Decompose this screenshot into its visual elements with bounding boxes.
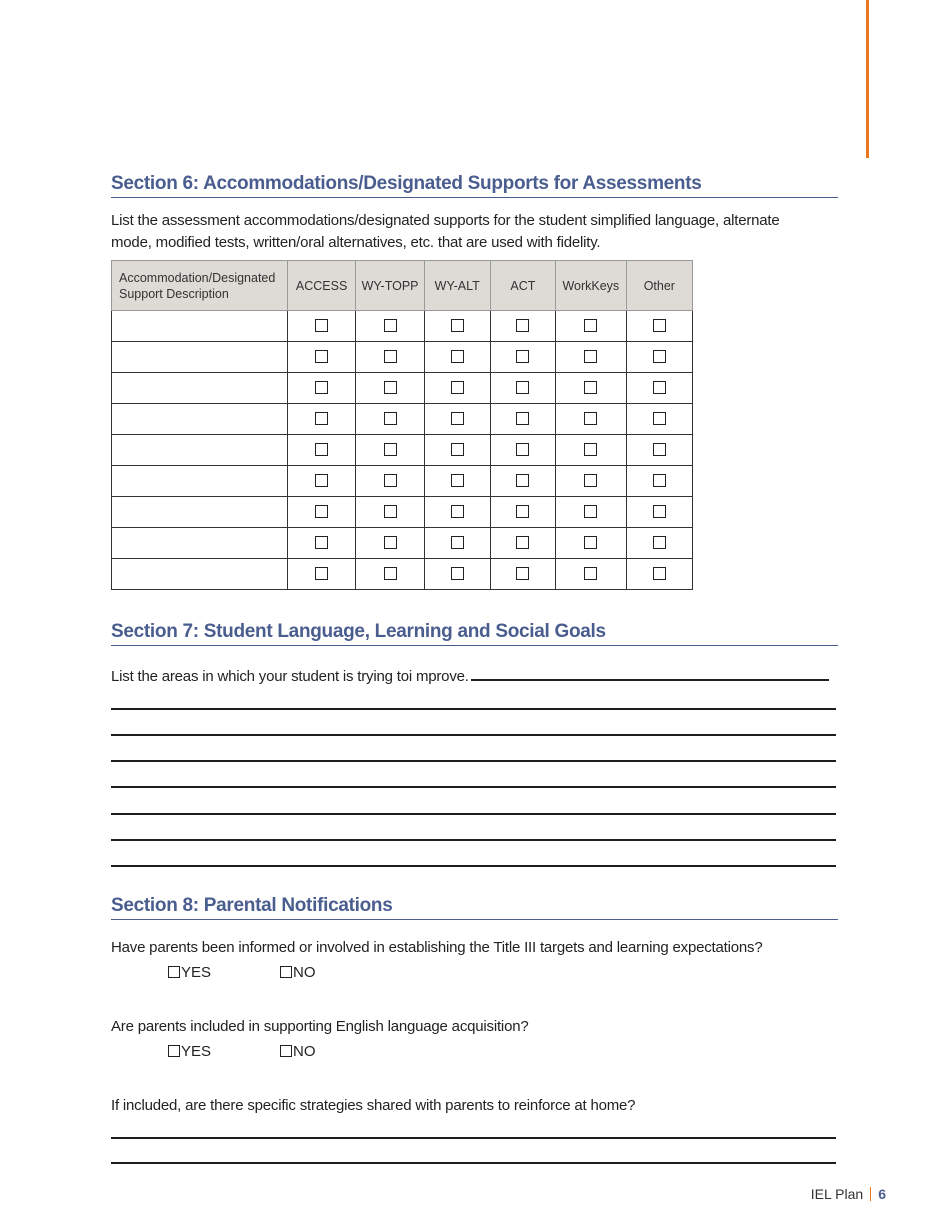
access-checkbox[interactable] <box>315 381 328 394</box>
wy-topp-checkbox[interactable] <box>384 381 397 394</box>
other-checkbox[interactable] <box>653 474 666 487</box>
table-row <box>112 497 693 528</box>
wy-alt-checkbox[interactable] <box>451 319 464 332</box>
act-cell <box>490 311 555 342</box>
wy-topp-checkbox[interactable] <box>384 319 397 332</box>
q1-no-option[interactable] <box>280 964 316 981</box>
wy-alt-checkbox[interactable] <box>451 474 464 487</box>
header-description: Accommodation/Designated Support Description <box>112 261 288 311</box>
workkeys-checkbox[interactable] <box>584 350 597 363</box>
section-7-title: Section 7: Student Language, Learning and Social Goals <box>111 621 838 646</box>
wy-alt-checkbox[interactable] <box>451 505 464 518</box>
access-cell <box>287 373 356 404</box>
wy-alt-checkbox[interactable] <box>451 350 464 363</box>
table-row <box>112 466 693 497</box>
act-checkbox[interactable] <box>516 505 529 518</box>
wy-topp-cell <box>356 466 424 497</box>
table-row <box>112 373 693 404</box>
accommodations-table <box>111 260 693 590</box>
wy-topp-cell <box>356 404 424 435</box>
footer-page-number: 6 <box>878 1186 886 1202</box>
page-footer <box>811 1186 886 1202</box>
act-checkbox[interactable] <box>516 443 529 456</box>
q1-yes-label: YES <box>181 964 212 981</box>
header-workkeys: WorkKeys <box>555 261 626 311</box>
section-7-prompt-line <box>111 665 829 688</box>
wy-topp-checkbox[interactable] <box>384 350 397 363</box>
q1-yes-checkbox[interactable] <box>168 966 180 978</box>
access-cell <box>287 559 356 590</box>
description-cell[interactable] <box>112 404 288 435</box>
act-cell <box>490 528 555 559</box>
workkeys-checkbox[interactable] <box>584 412 597 425</box>
act-cell <box>490 435 555 466</box>
q2-no-option[interactable] <box>280 1043 316 1060</box>
wy-alt-cell <box>424 342 490 373</box>
wy-topp-checkbox[interactable] <box>384 536 397 549</box>
act-cell <box>490 373 555 404</box>
access-checkbox[interactable] <box>315 319 328 332</box>
description-cell[interactable] <box>112 559 288 590</box>
strategy-answer-line-1[interactable] <box>111 1137 836 1139</box>
wy-topp-checkbox[interactable] <box>384 443 397 456</box>
other-checkbox[interactable] <box>653 567 666 580</box>
wy-alt-cell <box>424 373 490 404</box>
q1-yes-option[interactable] <box>168 964 211 981</box>
wy-alt-cell <box>424 559 490 590</box>
q2-yes-label: YES <box>181 1043 212 1060</box>
workkeys-cell <box>555 311 626 342</box>
workkeys-checkbox[interactable] <box>584 505 597 518</box>
q2-yes-checkbox[interactable] <box>168 1045 180 1057</box>
table-row <box>112 342 693 373</box>
workkeys-cell <box>555 497 626 528</box>
act-checkbox[interactable] <box>516 474 529 487</box>
access-checkbox[interactable] <box>315 536 328 549</box>
wy-topp-cell <box>356 497 424 528</box>
wy-alt-cell <box>424 466 490 497</box>
table-row <box>112 404 693 435</box>
wy-alt-cell <box>424 435 490 466</box>
table-row <box>112 559 693 590</box>
description-cell[interactable] <box>112 466 288 497</box>
access-cell <box>287 528 356 559</box>
header-act: ACT <box>490 261 555 311</box>
wy-topp-checkbox[interactable] <box>384 412 397 425</box>
other-cell <box>626 342 692 373</box>
access-checkbox[interactable] <box>315 505 328 518</box>
q1-no-label: NO <box>293 964 316 981</box>
goal-answer-line-3[interactable] <box>111 760 836 762</box>
goal-answer-line-4[interactable] <box>111 786 836 788</box>
workkeys-cell <box>555 373 626 404</box>
table-row <box>112 528 693 559</box>
act-checkbox[interactable] <box>516 536 529 549</box>
wy-topp-checkbox[interactable] <box>384 474 397 487</box>
header-access: ACCESS <box>287 261 356 311</box>
other-cell <box>626 497 692 528</box>
goal-answer-line-1[interactable] <box>111 708 836 710</box>
access-cell <box>287 311 356 342</box>
description-cell[interactable] <box>112 435 288 466</box>
other-checkbox[interactable] <box>653 319 666 332</box>
act-cell <box>490 404 555 435</box>
act-checkbox[interactable] <box>516 381 529 394</box>
workkeys-checkbox[interactable] <box>584 536 597 549</box>
table-body <box>112 311 693 590</box>
wy-alt-checkbox[interactable] <box>451 443 464 456</box>
workkeys-cell <box>555 528 626 559</box>
other-checkbox[interactable] <box>653 536 666 549</box>
table-row <box>112 435 693 466</box>
other-cell <box>626 373 692 404</box>
accent-bar <box>866 0 869 158</box>
header-other: Other <box>626 261 692 311</box>
section-8-title: Section 8: Parental Notifications <box>111 895 838 920</box>
access-checkbox[interactable] <box>315 474 328 487</box>
workkeys-cell <box>555 404 626 435</box>
wy-topp-cell <box>356 342 424 373</box>
table-row <box>112 311 693 342</box>
wy-topp-cell <box>356 435 424 466</box>
question-2: Are parents included in supporting English language acquisition? <box>111 1018 529 1035</box>
other-cell <box>626 435 692 466</box>
other-checkbox[interactable] <box>653 505 666 518</box>
workkeys-cell <box>555 466 626 497</box>
workkeys-cell <box>555 342 626 373</box>
access-cell <box>287 497 356 528</box>
wy-alt-checkbox[interactable] <box>451 536 464 549</box>
q2-no-label: NO <box>293 1043 316 1060</box>
workkeys-cell <box>555 435 626 466</box>
wy-topp-checkbox[interactable] <box>384 505 397 518</box>
workkeys-checkbox[interactable] <box>584 319 597 332</box>
header-wy-topp: WY-TOPP <box>356 261 424 311</box>
q2-yes-option[interactable] <box>168 1043 211 1060</box>
act-cell <box>490 342 555 373</box>
wy-topp-checkbox[interactable] <box>384 567 397 580</box>
q1-no-checkbox[interactable] <box>280 966 292 978</box>
wy-topp-cell <box>356 373 424 404</box>
section-7-prompt: List the areas in which your student is trying toi mprove. <box>111 668 469 685</box>
other-cell <box>626 559 692 590</box>
act-cell <box>490 497 555 528</box>
access-cell <box>287 435 356 466</box>
other-cell <box>626 466 692 497</box>
goal-answer-line-6[interactable] <box>111 839 836 841</box>
workkeys-checkbox[interactable] <box>584 381 597 394</box>
workkeys-checkbox[interactable] <box>584 567 597 580</box>
wy-alt-checkbox[interactable] <box>451 567 464 580</box>
table-header-row <box>112 261 693 311</box>
question-1: Have parents been informed or involved in establishing the Title III targets and learning expectations? <box>111 939 763 956</box>
section-6-title: Section 6: Accommodations/Designated Supports for Assessments <box>111 173 838 198</box>
access-cell <box>287 342 356 373</box>
goal-answer-line-0[interactable] <box>471 665 829 681</box>
wy-topp-cell <box>356 311 424 342</box>
goal-answer-line-5[interactable] <box>111 813 836 815</box>
section-6-intro-line2: mode, modified tests, written/oral alternatives, etc. that are used with fidelity. <box>111 234 601 251</box>
footer-doc-name: IEL Plan <box>810 1186 864 1202</box>
wy-alt-cell <box>424 404 490 435</box>
act-checkbox[interactable] <box>516 350 529 363</box>
act-cell <box>490 559 555 590</box>
description-cell[interactable] <box>112 373 288 404</box>
section-6-intro-line1: List the assessment accommodations/designated supports for the student simplified language, alternate <box>111 212 780 229</box>
description-cell[interactable] <box>112 342 288 373</box>
wy-alt-cell <box>424 311 490 342</box>
other-checkbox[interactable] <box>653 412 666 425</box>
question-3: If included, are there specific strategies shared with parents to reinforce at home? <box>111 1097 636 1114</box>
description-cell[interactable] <box>112 528 288 559</box>
act-cell <box>490 466 555 497</box>
other-cell <box>626 404 692 435</box>
access-cell <box>287 404 356 435</box>
description-cell[interactable] <box>112 311 288 342</box>
goal-answer-line-7[interactable] <box>111 865 836 867</box>
act-checkbox[interactable] <box>516 567 529 580</box>
wy-alt-checkbox[interactable] <box>451 381 464 394</box>
wy-alt-cell <box>424 497 490 528</box>
workkeys-checkbox[interactable] <box>584 474 597 487</box>
act-checkbox[interactable] <box>516 319 529 332</box>
wy-alt-checkbox[interactable] <box>451 412 464 425</box>
wy-topp-cell <box>356 559 424 590</box>
access-checkbox[interactable] <box>315 443 328 456</box>
other-checkbox[interactable] <box>653 350 666 363</box>
q2-no-checkbox[interactable] <box>280 1045 292 1057</box>
access-cell <box>287 466 356 497</box>
footer-separator <box>870 1187 871 1201</box>
strategy-answer-line-2[interactable] <box>111 1162 836 1164</box>
wy-alt-cell <box>424 528 490 559</box>
workkeys-checkbox[interactable] <box>584 443 597 456</box>
act-checkbox[interactable] <box>516 412 529 425</box>
access-checkbox[interactable] <box>315 412 328 425</box>
other-checkbox[interactable] <box>653 381 666 394</box>
header-wy-alt: WY-ALT <box>424 261 490 311</box>
access-checkbox[interactable] <box>315 567 328 580</box>
description-cell[interactable] <box>112 497 288 528</box>
workkeys-cell <box>555 559 626 590</box>
other-checkbox[interactable] <box>653 443 666 456</box>
other-cell <box>626 311 692 342</box>
access-checkbox[interactable] <box>315 350 328 363</box>
other-cell <box>626 528 692 559</box>
goal-answer-line-2[interactable] <box>111 734 836 736</box>
wy-topp-cell <box>356 528 424 559</box>
